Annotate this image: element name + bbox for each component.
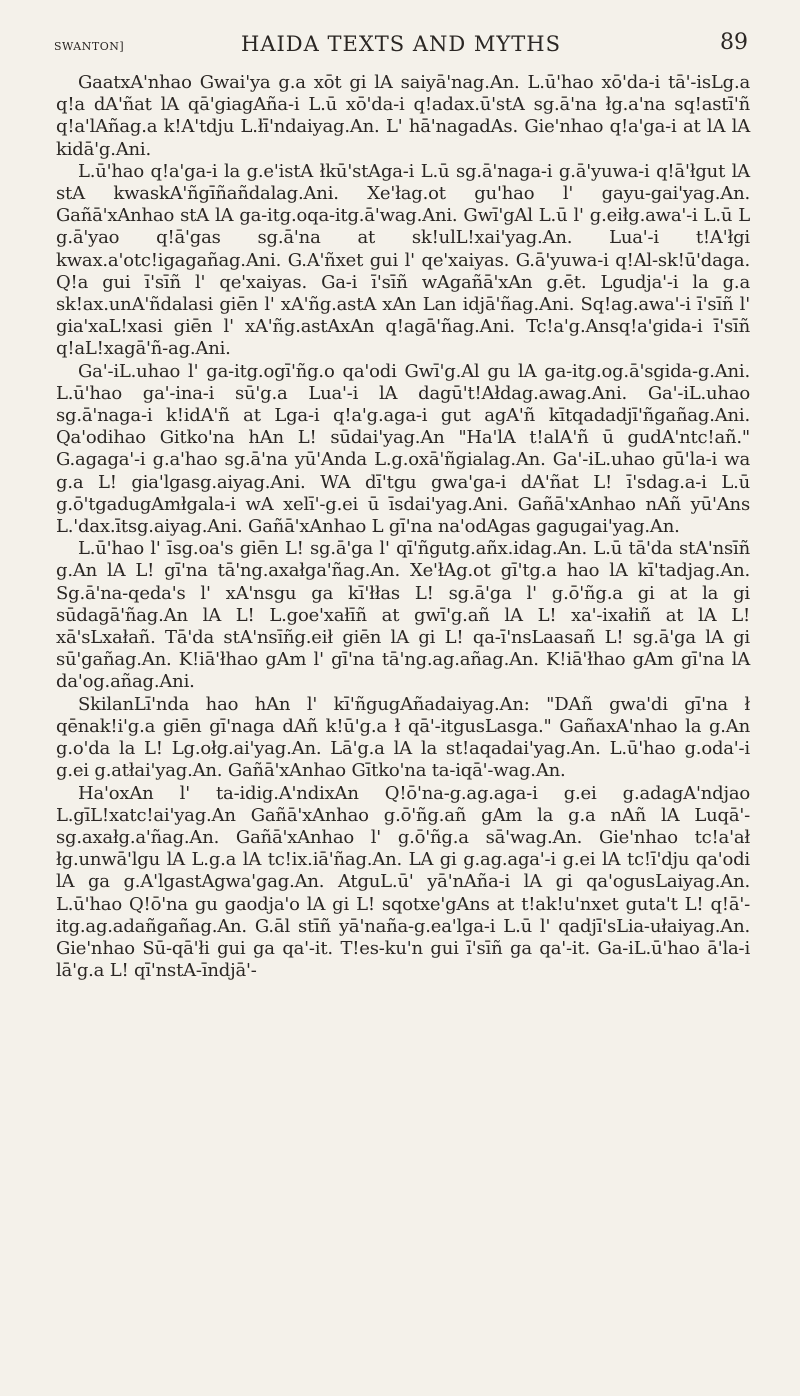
paragraph: GaatxA'nhao Gwai'ya g.a xōt gi lA saiyā'nag.An. L.ū'hao xō'da-i tā'-isLg.a q!a dA'ñat lA qā'giagAña-i L.ū xō'da-i q!adax.ū'stA sg.ā'na łg.a'na sq!astī'ñ q!a'lAñag.a k!A'tdju L.łī'ndaiyag.An. L' hā'nagadAs. Gie'nhao q!a'ga-i at lA lA kidā'g.Ani. xyxy=(56,72,750,160)
paragraph: L.ū'hao l' īsg.oa's giēn L! sg.ā'ga l' qī'ñgutg.añx.idag.An. L.ū tā'da stA'nsīñ g.An lA L! gī'na tā'ng.axałga'ñag.An. Xe'łAg.ot gī'tg.a hao lA kī'tadjag.An. Sg.ā'na-qeda's l' xA'nsgu ga kī'łłas L! sg.ā'ga l' g.ō'ñg.a gi at la gi sūdagā'ñag.An lA L! L.goe'xałīñ at gwī'g.añ lA L! xa'-ixałiñ at lA L! xā'sLxałañ. Tā'da stA'nsīñg.eił giēn lA gi L! qa-ī'nsLaasañ L! sg.ā'ga lA gi sū'gañag.An. K!iā'łhao gAm l' gī'na tā'ng.ag.añag.An. K!iā'łhao gAm gī'na lA da'og.añag.Ani. xyxy=(56,538,750,693)
paragraph: SkilanLī'nda hao hAn l' kī'ñgugAñadaiyag.An: "DAñ gwa'di gī'na ł qēnak!i'g.a giēn gī'naga dAñ k!ū'g.a ł qā'-itgusLasga." GañaxA'nhao la g.An g.o'da la L! Lg.ołg.ai'yag.An. Lā'g.a lA la st!aqadai'yag.An. L.ū'hao g.oda'-i g.ei g.atłai'yag.An. Gañā'xAnhao Gītko'na ta-iqā'-wag.An. xyxy=(56,693,750,782)
page-number: 89 xyxy=(720,30,748,55)
running-head xyxy=(54,28,748,58)
paragraph: Ga'-iL.uhao l' ga-itg.ogī'ñg.o qa'odi Gwī'g.Al gu lA ga-itg.og.ā'sgida-g.Ani. L.ū'hao ga'-ina-i sū'g.a Lua'-i lA dagū't!Ałdag.awag.Ani. Ga'-iL.uhao sg.ā'naga-i k!idA'ñ at Lga-i q!a'g.aga-i gut agA'ñ kītqadadjī'ñgañag.Ani. Qa'odihao Gitko'na hAn L! sūdai'yag.An "Ha'lA t!alA'ñ ū gudA'ntc!añ." G.agaga'-i g.a'hao sg.ā'na yū'Anda L.g.oxā'ñgialag.An. Ga'-iL.uhao gū'la-i wa g.a L! gia'lgasg.aiyag.Ani. WA dī'tgu gwa'ga-i dA'ñat L! ī'sdag.a-i L.ū g.ō'tgadugAmłgala-i wA xelī'-g.ei ū īsdai'yag.Ani. Gañā'xAnhao nAñ yū'Ans L.'dax.ītsg.aiyag.Ani. Gañā'xAnhao L gī'na na'odAgas gagugai'yag.An. xyxy=(56,360,750,538)
page-title: HAIDA TEXTS AND MYTHS xyxy=(241,32,561,56)
paragraph: L.ū'hao q!a'ga-i la g.e'istA łkū'stAga-i L.ū sg.ā'naga-i g.ā'yuwa-i q!ā'łgut lA stA kwaskA'ñgīñañdalag.Ani. Xe'łag.ot gu'hao l' gayu-gai'yag.An. Gañā'xAnhao stA lA ga-itg.oqa-itg.ā'wag.Ani. Gwī'gAl L.ū l' g.eiłg.awa'-i L.ū L g.ā'yao q!ā'gas sg.ā'na at sk!ulL!xai'yag.An. Lua'-i t!A'łgi kwax.a'otc!igagañag.Ani. G.A'ñxet gui l' qe'xaiyas. G.ā'yuwa-i q!Al-sk!ū'daga. Q!a gui ī'sīñ l' qe'xaiyas. Ga-i ī'sīñ wAgañā'xAn g.ēt. Lgudja'-i la g.a sk!ax.unA'ñdalasi giēn l' xA'ñg.astA xAn Lan idjā'ñag.Ani. Sq!ag.awa'-i ī'sīñ l' gia'xaL!xasi giēn l' xA'ñg.astAxAn q!agā'ñag.Ani. Tc!a'g.Ansq!a'gida-i ī'sīñ q!aL!xagā'ñ-ag.Ani. xyxy=(56,160,750,360)
text-body xyxy=(56,72,750,982)
paragraph: Ha'oxAn l' ta-idig.A'ndixAn Q!ō'na-g.ag.aga-i g.ei g.adagA'ndjao L.gīL!xatc!ai'yag.An Gañā'xAnhao g.ō'ñg.añ gAm la g.a nAñ lA Luqā'-sg.axałg.a'ñag.An. Gañā'xAnhao l' g.ō'ñg.a sā'wag.An. Gie'nhao tc!a'ał łg.unwā'lgu lA L.g.a lA tc!ix.iā'ñag.An. LA gi g.ag.aga'-i g.ei lA tc!ī'dju qa'odi lA ga g.A'lgastAgwa'gag.An. AtguL.ū' yā'nAña-i lA gi qa'ogusLaiyag.An. L.ū'hao Q!ō'na gu gaodja'o lA gi L! sqotxe'gAns at t!ak!u'nxet guta't L! q!ā'-itg.ag.adañgañag.An. G.āl stīñ yā'naña-g.ea'lga-i L.ū l' qadjī'sLia-ułaiyag.An. Gie'nhao Sū-qā'łi gui ga qa'-it. T!es-ku'n gui ī'sīñ ga qa'-it. Ga-iL.ū'hao ā'la-i lā'g.a L! qī'nstA-īndjā'- xyxy=(56,782,750,982)
author-running-head: SWANTON] xyxy=(54,40,125,53)
